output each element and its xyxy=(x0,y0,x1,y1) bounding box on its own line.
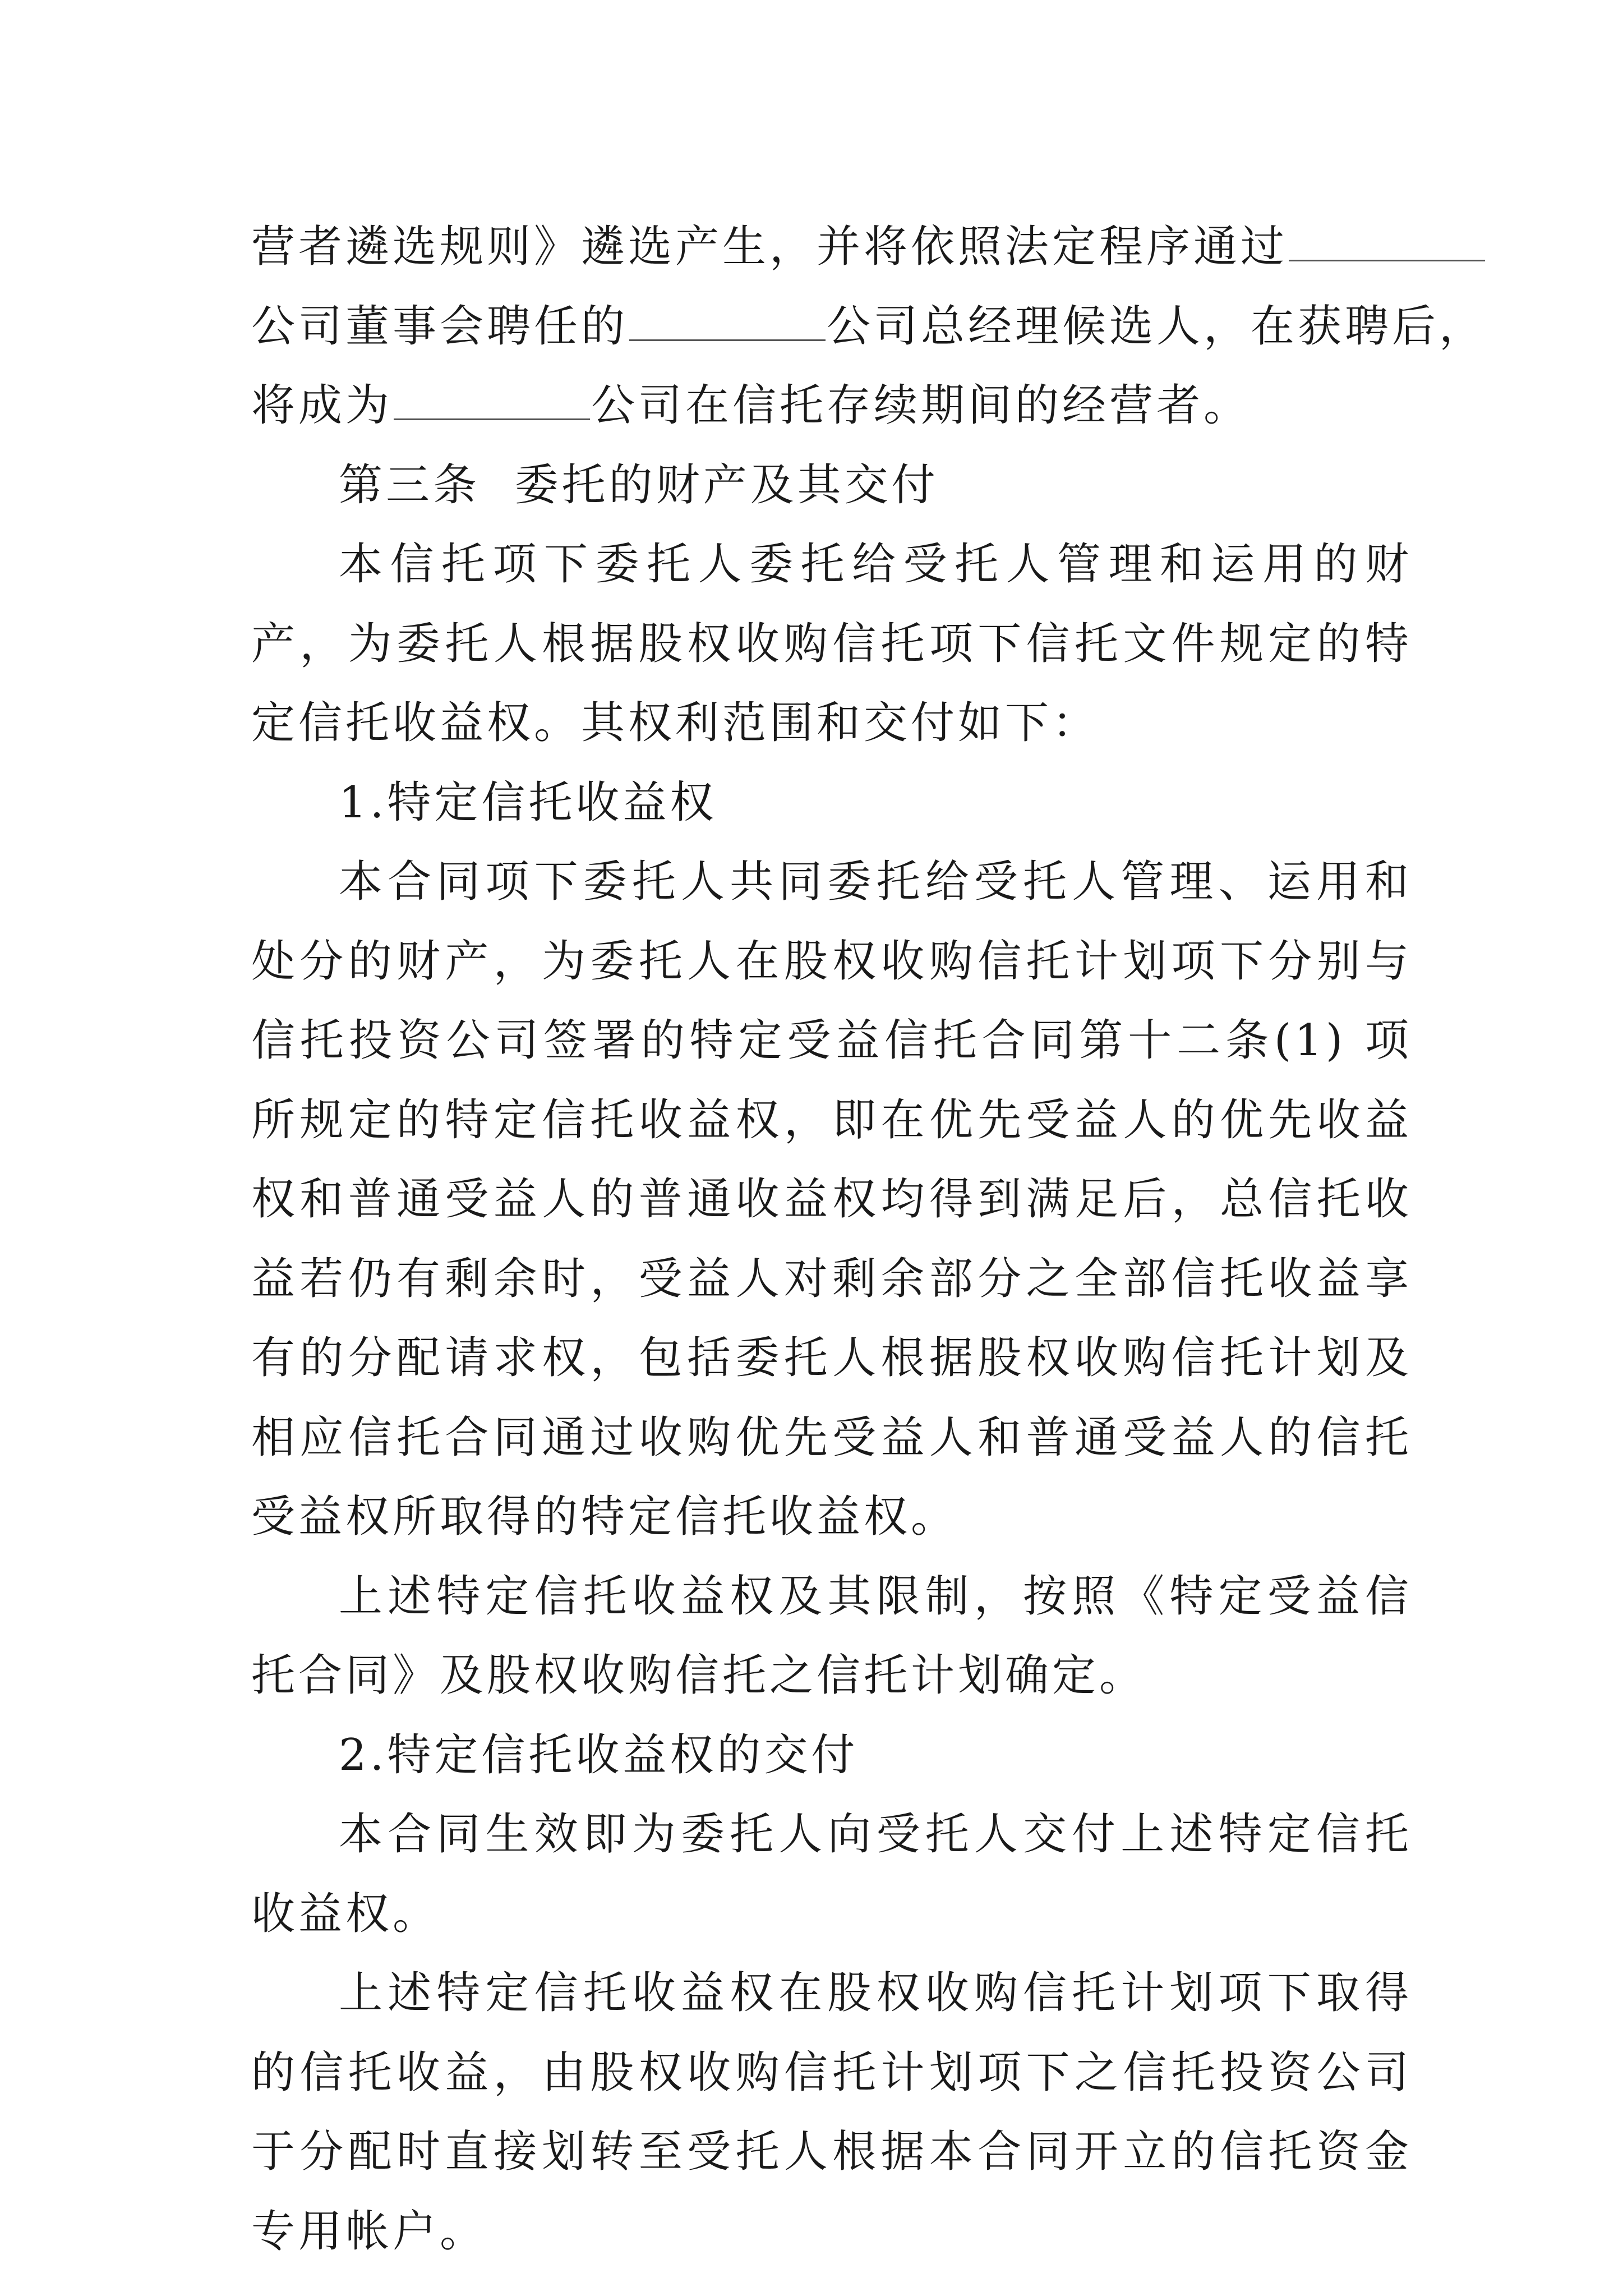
section1-limits: 上述特定信托收益权及其限制，按照《特定受益信托合同》及股权收购信托之信托计划确定。 xyxy=(251,1571,1412,1701)
document-body xyxy=(251,208,1487,2271)
section2-body: 本合同生效即为委托人向受托人交付上述特定信托收益权。 xyxy=(251,1809,1412,1939)
section1-heading: 1.特定信托收益权 xyxy=(339,777,717,828)
intro-line-1 xyxy=(251,208,1412,287)
section1-body: 本合同项下委托人共同委托给受托人管理、运用和处分的财产，为委托人在股权收购信托计划项下分别与信托投资公司签署的特定受益信托合同第十二条(1) 项所规定的特定信托收益权，即在优先受益人的优先收益权和普通受益人的普通收益权均得到满足后，总信托收益若仍有剩余时，受益人对剩余部分之全部信托收益享有的分配请求权，包括委托人根据股权收购信托计划及相应信托合同通过收购优先受益人和普通受益人的信托受益权所取得的特定信托收益权。 xyxy=(251,857,1412,1542)
intro-line-1-text: 营者遴选规则》遴选产生，并将依照法定程序通过 xyxy=(251,222,1288,272)
section2-heading: 2.特定信托收益权的交付 xyxy=(339,1729,859,1780)
intro-line-2b-text: 公司总经理候选人，在获聘后， xyxy=(827,301,1487,352)
article3-body: 本信托项下委托人委托给受托人管理和运用的财产，为委托人根据股权收购信托项下信托文件规定的特定信托收益权。其权利范围和交付如下： xyxy=(251,539,1412,748)
intro-line-2a-text: 公司董事会聘任的 xyxy=(251,301,629,352)
intro-line-3 xyxy=(251,366,1412,446)
intro-line-3b-text: 公司在信托存续期间的经营者。 xyxy=(591,380,1251,431)
section2-income: 上述特定信托收益权在股权收购信托计划项下取得的信托收益，由股权收购信托计划项下之信托投资公司于分配时直接划转至受托人根据本合同开立的信托资金专用帐户。 xyxy=(251,1968,1412,2257)
blank-line-3 xyxy=(394,418,590,420)
article3-heading: 第三条 委托的财产及其交付 xyxy=(339,459,939,510)
blank-line-2 xyxy=(629,339,826,341)
intro-line-2 xyxy=(251,287,1487,367)
blank-line-1 xyxy=(1289,259,1485,261)
intro-line-3a-text: 将成为 xyxy=(251,380,393,431)
